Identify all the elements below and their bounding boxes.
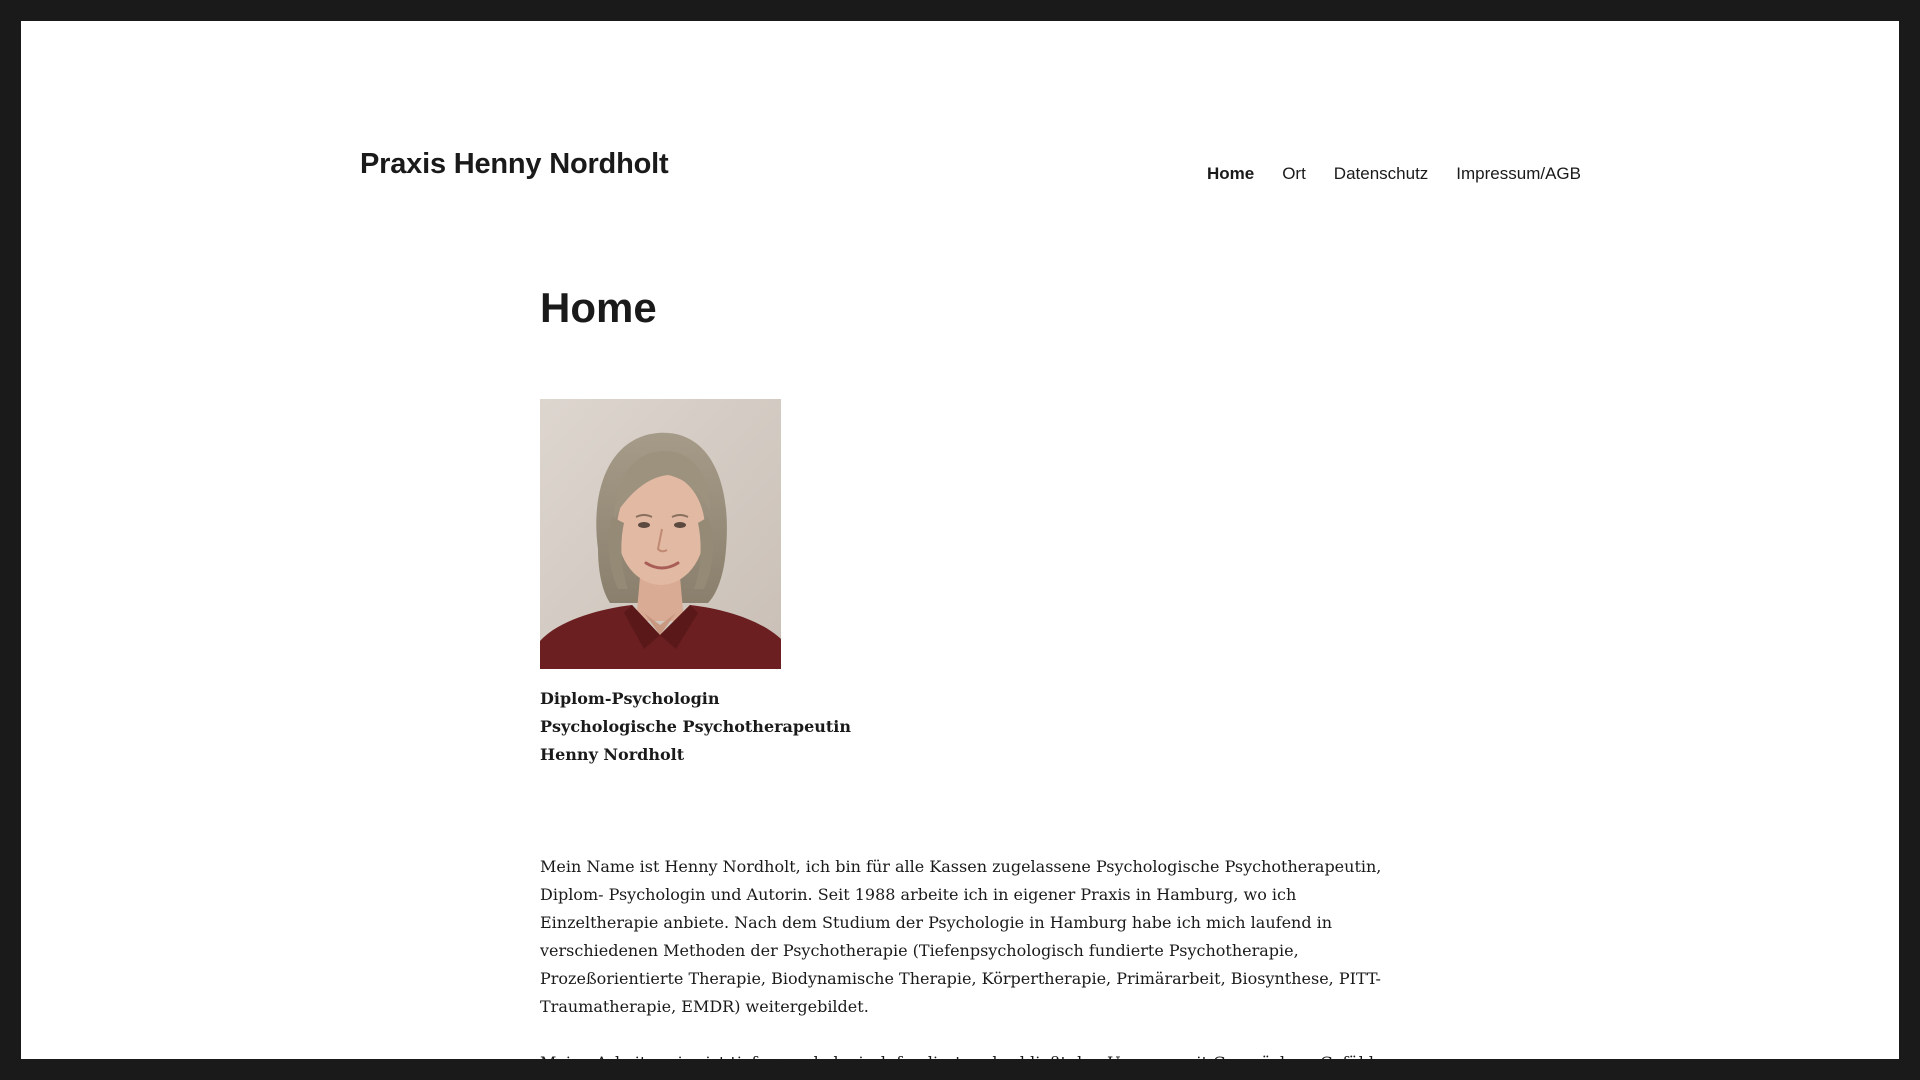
nav-item-datenschutz[interactable]: Datenschutz xyxy=(1333,164,1429,183)
nav-item-home[interactable]: Home xyxy=(1206,164,1255,183)
credentials xyxy=(540,685,851,769)
page-title: Home xyxy=(540,284,657,331)
nav-item-impressum[interactable]: Impressum/AGB xyxy=(1456,164,1581,183)
site-header xyxy=(360,128,1581,208)
page-content xyxy=(540,283,1400,1072)
nav-item-ort[interactable]: Ort xyxy=(1282,164,1306,183)
portrait-photo xyxy=(540,399,781,669)
credential-name: Henny Nordholt xyxy=(540,745,685,764)
site-title[interactable]: Praxis Henny Nordholt xyxy=(360,148,669,180)
credential-title-1: Diplom-Psychologin xyxy=(540,689,720,708)
page-frame xyxy=(21,21,1899,1072)
method-paragraph: Meine Arbeitsweise ist tiefenpsychologisch fundiert und schließt den Umgang mit Gesprächen, Gefühlen, xyxy=(540,1053,1399,1072)
main-navigation xyxy=(1193,164,1581,184)
credential-title-2: Psychologische Psychotherapeutin xyxy=(540,717,852,736)
intro-paragraph: Mein Name ist Henny Nordholt, ich bin für alle Kassen zugelassene Psychologische Psychotherapeutin, Diplom- Psychologin und Autorin. Seit 1988 arbeite ich in eigener Praxis in Hamburg, wo ich Einzeltherapie anbiete. Nach dem Studium der Psychologie in Hamburg habe ich mich laufend in verschiedenen Methoden der Psychotherapie (Tiefenpsychologisch fundierte Psychotherapie, Prozeßorientierte Therapie, Biodynamische Therapie, Körpertherapie, Primärarbeit, Biosynthese, PITT-Traumatherapie, EMDR) weitergebildet. xyxy=(540,857,1382,1016)
